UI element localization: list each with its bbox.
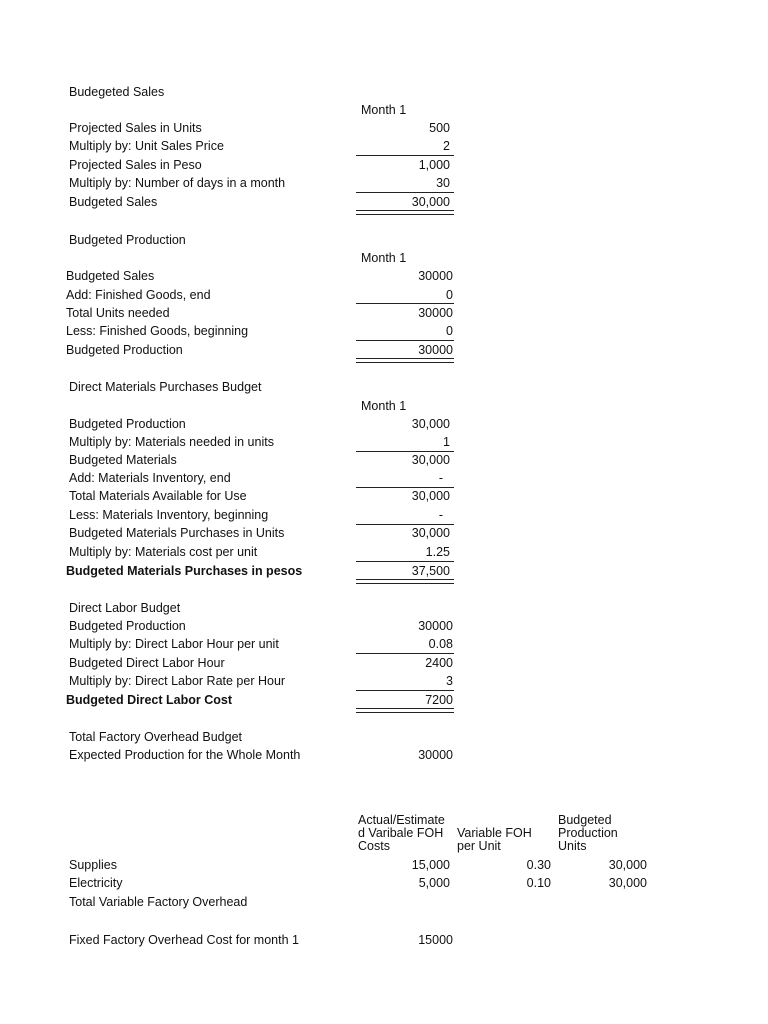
- sales-row-value: 1,000: [418, 158, 450, 172]
- labor-row-label: Budgeted Production: [69, 619, 186, 633]
- total-double-rule: [356, 358, 454, 363]
- materials-row-label: Less: Materials Inventory, beginning: [69, 508, 269, 522]
- sales-row-label: Budgeted Sales: [69, 195, 158, 209]
- overhead-row-label: Supplies: [69, 858, 117, 872]
- production-row-value: 30000: [418, 269, 453, 283]
- materials-row-value: -: [438, 508, 443, 522]
- total-double-rule: [356, 708, 454, 713]
- labor-row-value: 2400: [425, 656, 453, 670]
- production-row-label: Total Units needed: [66, 306, 170, 320]
- materials-row-value: 30,000: [411, 489, 450, 503]
- subtotal-rule: [356, 303, 454, 304]
- col-header-actual-foh: Actual/Estimate d Varibale FOH Costs: [358, 813, 445, 853]
- overhead-expected-value: 30000: [418, 748, 453, 762]
- sales-row-value: 30,000: [411, 195, 450, 209]
- overhead-fixed-value: 15000: [418, 933, 453, 947]
- sales-row-label: Projected Sales in Peso: [69, 158, 202, 172]
- sales-row-value: 500: [429, 121, 450, 135]
- materials-total-value: 37,500: [411, 564, 450, 578]
- materials-row-label: Budgeted Materials Purchases in Units: [69, 526, 285, 540]
- materials-row-label: Multiply by: Materials needed in units: [69, 435, 274, 449]
- overhead-row-per-unit: 0.10: [526, 876, 551, 890]
- overhead-fixed-label: Fixed Factory Overhead Cost for month 1: [69, 933, 299, 947]
- col-header-budgeted-units: Budgeted Production Units: [558, 813, 618, 853]
- labor-row-label: Multiply by: Direct Labor Hour per unit: [69, 637, 279, 651]
- materials-row-value: 30,000: [411, 526, 450, 540]
- production-row-value: 30000: [418, 306, 453, 320]
- subtotal-rule: [356, 561, 454, 562]
- labor-row-label: Multiply by: Direct Labor Rate per Hour: [69, 674, 286, 688]
- materials-month-header: Month 1: [361, 399, 407, 413]
- materials-row-value: -: [438, 471, 443, 485]
- sales-row-label: Projected Sales in Units: [69, 121, 202, 135]
- overhead-row-actual: 15,000: [411, 858, 450, 872]
- sales-row-label: Multiply by: Unit Sales Price: [69, 139, 224, 153]
- overhead-row-per-unit: 0.30: [526, 858, 551, 872]
- subtotal-rule: [356, 340, 454, 341]
- labor-title: Direct Labor Budget: [69, 601, 181, 615]
- production-row-label: Less: Finished Goods, beginning: [66, 324, 249, 338]
- materials-row-value: 30,000: [411, 417, 450, 431]
- subtotal-rule: [356, 155, 454, 156]
- labor-row-value: 30000: [418, 619, 453, 633]
- sales-month-header: Month 1: [361, 103, 407, 117]
- overhead-title: Total Factory Overhead Budget: [69, 730, 243, 744]
- overhead-row-units: 30,000: [608, 858, 647, 872]
- production-row-label: Add: Finished Goods, end: [66, 288, 211, 302]
- sales-row-value: 30: [436, 176, 450, 190]
- materials-total-label: Budgeted Materials Purchases in pesos: [66, 564, 303, 578]
- production-row-value: 0: [446, 288, 453, 302]
- production-title: Budgeted Production: [69, 233, 186, 247]
- subtotal-rule: [356, 653, 454, 654]
- materials-row-value: 1: [443, 435, 450, 449]
- materials-row-label: Total Materials Available for Use: [69, 489, 247, 503]
- materials-row-label: Add: Materials Inventory, end: [69, 471, 231, 485]
- labor-row-value: 3: [446, 674, 453, 688]
- materials-title: Direct Materials Purchases Budget: [69, 380, 262, 394]
- production-month-header: Month 1: [361, 251, 407, 265]
- sales-title: Budegeted Sales: [69, 85, 165, 99]
- sales-row-label: Multiply by: Number of days in a month: [69, 176, 286, 190]
- materials-row-label: Multiply by: Materials cost per unit: [69, 545, 258, 559]
- total-double-rule: [356, 210, 454, 215]
- labor-total-label: Budgeted Direct Labor Cost: [66, 693, 232, 707]
- labor-total-value: 7200: [425, 693, 453, 707]
- labor-row-value: 0.08: [428, 637, 453, 651]
- subtotal-rule: [356, 690, 454, 691]
- materials-row-value: 1.25: [425, 545, 450, 559]
- production-row-value: 0: [446, 324, 453, 338]
- overhead-row-label: Total Variable Factory Overhead: [69, 895, 248, 909]
- subtotal-rule: [356, 192, 454, 193]
- production-row-label: Budgeted Sales: [66, 269, 155, 283]
- sales-row-value: 2: [443, 139, 450, 153]
- total-double-rule: [356, 579, 454, 584]
- materials-row-label: Budgeted Production: [69, 417, 186, 431]
- overhead-row-actual: 5,000: [418, 876, 450, 890]
- overhead-row-units: 30,000: [608, 876, 647, 890]
- production-row-label: Budgeted Production: [66, 343, 183, 357]
- overhead-expected-label: Expected Production for the Whole Month: [69, 748, 301, 762]
- materials-row-value: 30,000: [411, 453, 450, 467]
- materials-row-label: Budgeted Materials: [69, 453, 177, 467]
- production-row-value: 30000: [418, 343, 453, 357]
- overhead-row-label: Electricity: [69, 876, 123, 890]
- col-header-variable-foh: Variable FOH per Unit: [457, 826, 532, 853]
- labor-row-label: Budgeted Direct Labor Hour: [69, 656, 225, 670]
